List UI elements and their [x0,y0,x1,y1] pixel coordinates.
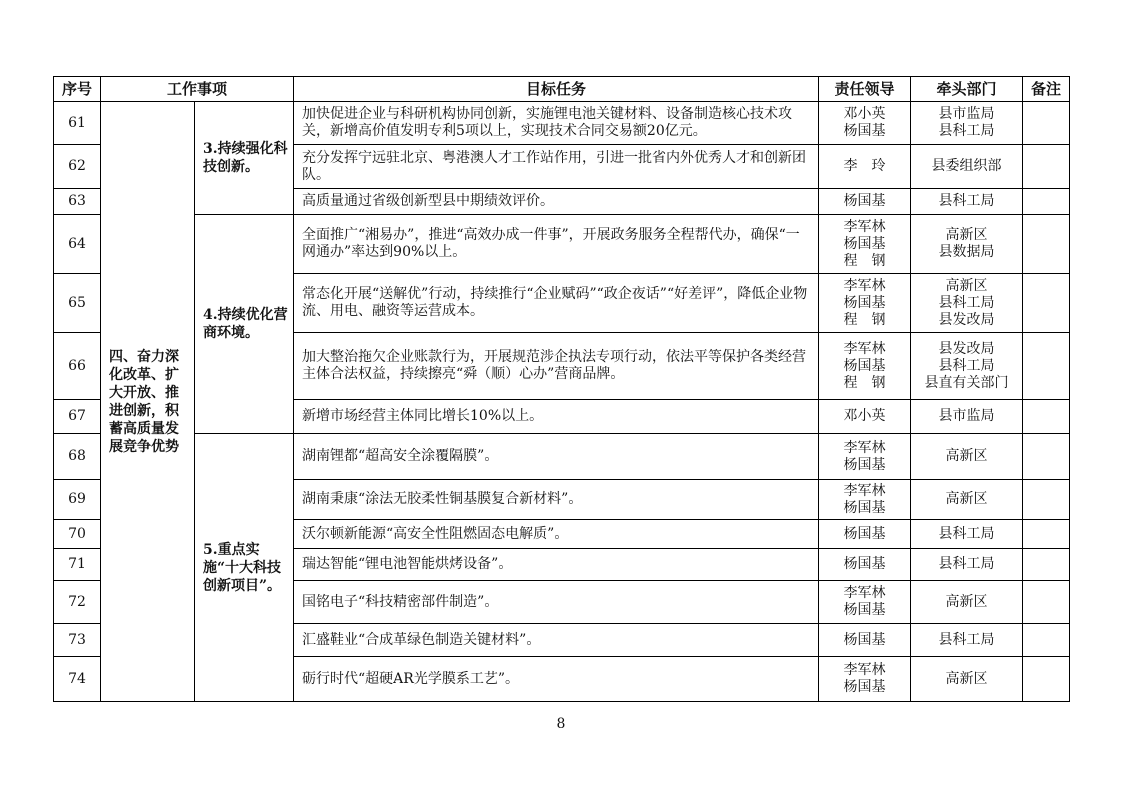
row-leader: 李军林 杨国基 [819,657,911,702]
row-seq: 61 [54,102,101,145]
row-dept: 高新区 县数据局 [911,215,1023,274]
header-category: 工作事项 [101,77,294,102]
subcategory-3: 3.持续强化科技创新。 [195,102,294,215]
row-dept: 高新区 [911,480,1023,520]
row-seq: 64 [54,215,101,274]
header-task: 目标任务 [294,77,819,102]
row-leader: 李军林 杨国基 程 钢 [819,274,911,333]
row-task: 充分发挥宁远驻北京、粤港澳人才工作站作用，引进一批省内外优秀人才和创新团队。 [294,145,819,189]
category-main: 四、奋力深化改革、扩大开放、推进创新，积蓄高质量发展竞争优势 [101,102,195,702]
row-dept: 县科工局 [911,624,1023,657]
row-task: 加大整治拖欠企业账款行为，开展规范涉企执法专项行动，依法平等保护各类经营主体合法权益，持续擦亮“舜（顺）心办”营商品牌。 [294,333,819,400]
row-note [1023,480,1070,520]
header-note: 备注 [1023,77,1070,102]
page-number: 8 [556,716,566,732]
table-header-row [54,77,1070,102]
row-seq: 74 [54,657,101,702]
row-note [1023,520,1070,549]
row-leader: 杨国基 [819,189,911,215]
header-leader: 责任领导 [819,77,911,102]
row-dept: 县市监局 县科工局 [911,102,1023,145]
row-leader: 杨国基 [819,624,911,657]
subcategory-4: 4.持续优化营商环境。 [195,215,294,434]
row-task: 湖南秉康“涂法无胶柔性铜基膜复合新材料”。 [294,480,819,520]
row-task: 沃尔顿新能源“高安全性阻燃固态电解质”。 [294,520,819,549]
row-task: 新增市场经营主体同比增长10%以上。 [294,400,819,434]
table-row [54,102,1070,145]
header-seq: 序号 [54,77,101,102]
row-dept: 高新区 [911,434,1023,480]
row-seq: 63 [54,189,101,215]
row-seq: 69 [54,480,101,520]
row-seq: 72 [54,581,101,624]
row-seq: 62 [54,145,101,189]
row-dept: 县发改局 县科工局 县直有关部门 [911,333,1023,400]
table-row [54,215,1070,274]
row-note [1023,215,1070,274]
row-task: 汇盛鞋业“合成革绿色制造关键材料”。 [294,624,819,657]
row-seq: 65 [54,274,101,333]
row-leader: 邓小英 [819,400,911,434]
row-note [1023,624,1070,657]
row-task: 国铭电子“科技精密部件制造”。 [294,581,819,624]
row-task: 砺行时代“超硬AR光学膜系工艺”。 [294,657,819,702]
row-note [1023,102,1070,145]
row-dept: 县委组织部 [911,145,1023,189]
row-note [1023,549,1070,581]
task-table [53,76,1070,702]
row-seq: 73 [54,624,101,657]
row-note [1023,400,1070,434]
row-leader: 杨国基 [819,549,911,581]
row-dept: 县市监局 [911,400,1023,434]
row-note [1023,581,1070,624]
row-note [1023,434,1070,480]
row-note [1023,657,1070,702]
row-dept: 高新区 [911,581,1023,624]
row-task: 瑞达智能“锂电池智能烘烤设备”。 [294,549,819,581]
row-seq: 71 [54,549,101,581]
row-leader: 李军林 杨国基 [819,480,911,520]
row-seq: 68 [54,434,101,480]
row-task: 湖南锂都“超高安全涂覆隔膜”。 [294,434,819,480]
row-task: 加快促进企业与科研机构协同创新，实施锂电池关键材料、设备制造核心技术攻关，新增高价值发明专利5项以上，实现技术合同交易额20亿元。 [294,102,819,145]
row-leader: 李军林 杨国基 程 钢 [819,215,911,274]
row-dept: 县科工局 [911,189,1023,215]
row-note [1023,333,1070,400]
row-task: 全面推广“湘易办”，推进“高效办成一件事”，开展政务服务全程帮代办，确保“一网通办”率达到90%以上。 [294,215,819,274]
row-leader: 李军林 杨国基 [819,581,911,624]
header-dept: 牵头部门 [911,77,1023,102]
subcategory-5: 5.重点实施“十大科技创新项目”。 [195,434,294,702]
row-task: 常态化开展“送解优”行动，持续推行“企业赋码”“政企夜话”“好差评”，降低企业物流、用电、融资等运营成本。 [294,274,819,333]
row-seq: 70 [54,520,101,549]
row-task: 高质量通过省级创新型县中期绩效评价。 [294,189,819,215]
row-dept: 高新区 [911,657,1023,702]
row-leader: 李军林 杨国基 [819,434,911,480]
row-note [1023,274,1070,333]
row-leader: 邓小英 杨国基 [819,102,911,145]
row-leader: 杨国基 [819,520,911,549]
row-dept: 县科工局 [911,549,1023,581]
row-dept: 高新区 县科工局 县发改局 [911,274,1023,333]
table-row [54,434,1070,480]
row-dept: 县科工局 [911,520,1023,549]
row-leader: 李 玲 [819,145,911,189]
row-note [1023,189,1070,215]
row-seq: 66 [54,333,101,400]
row-seq: 67 [54,400,101,434]
row-note [1023,145,1070,189]
row-leader: 李军林 杨国基 程 钢 [819,333,911,400]
